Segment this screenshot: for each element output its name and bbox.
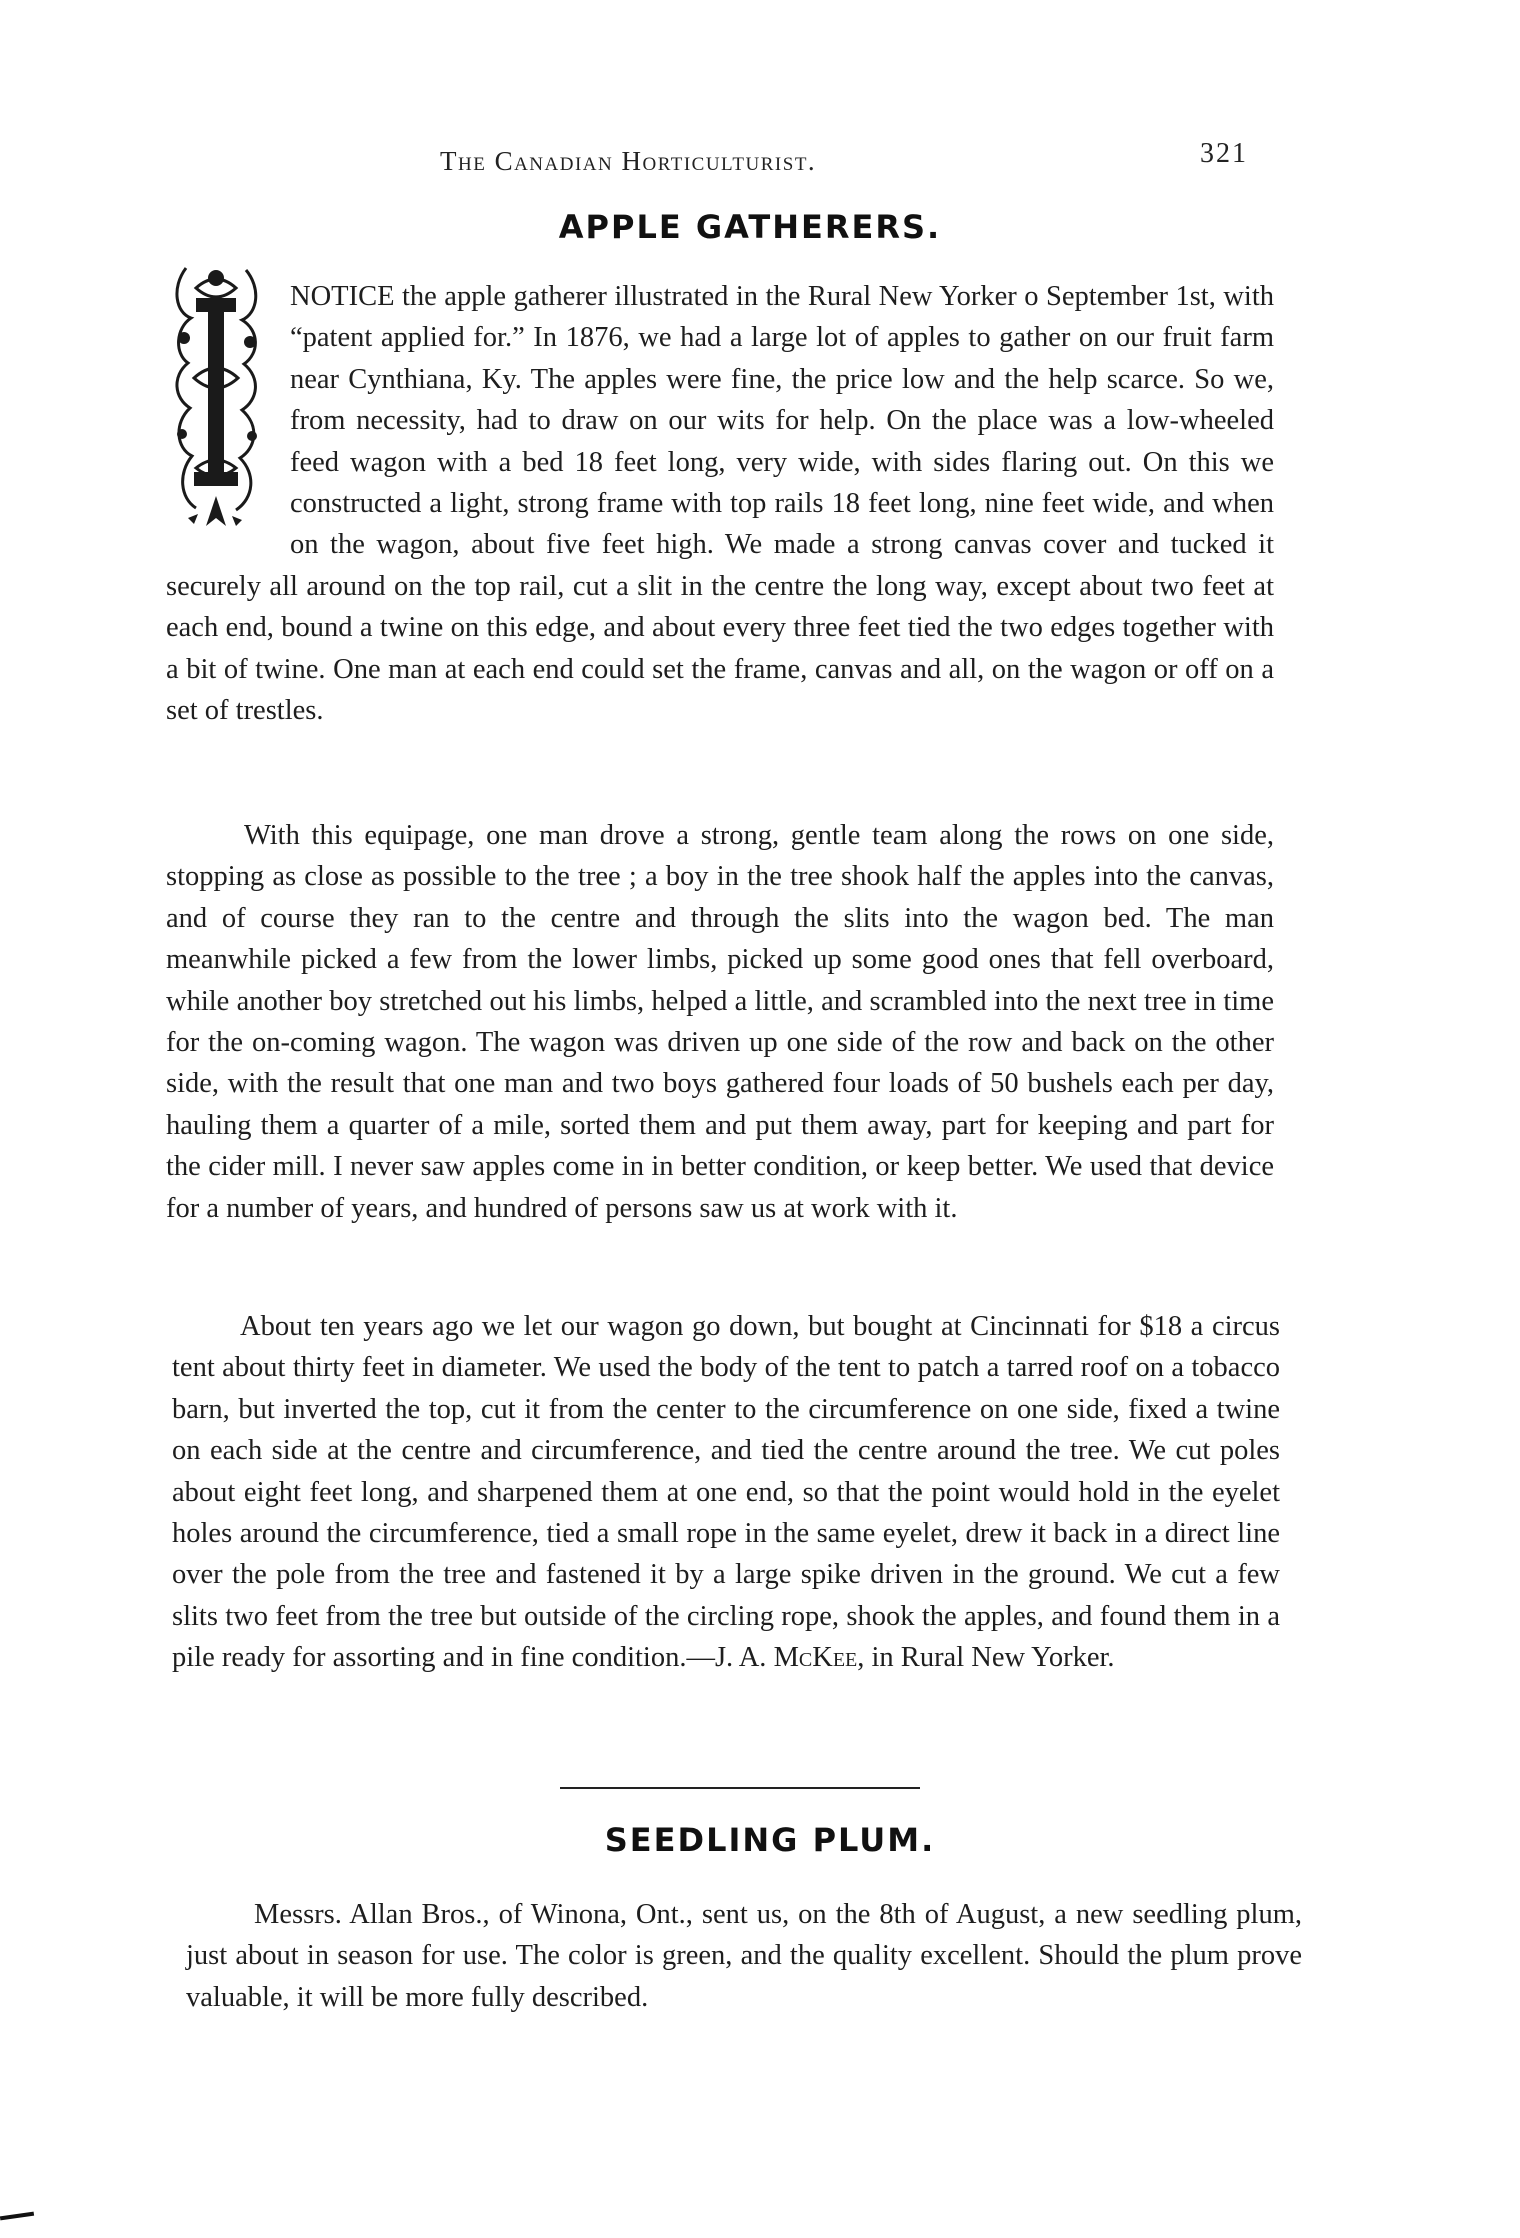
article-paragraph-1 — [166, 276, 1274, 731]
article-title-apple-gatherers: APPLE GATHERERS. — [558, 208, 942, 246]
article-paragraph-2: With this equipage, one man drove a strong, gentle team along the rows on one side, stopping as close as possible to the tree ; a boy in the tree shook half the apples into the canvas, and of course they ran to the centre and through the slits into the wagon bed. The man meanwhile picked a few from the lower limbs, picked up some good ones that fell overboard, while another boy stretched out his limbs, helped a little, and scrambled into the next tree in time for the on-coming wagon. The wagon was driven up one side of the row and back on the other side, with the result that one man and two boys gathered four loads of 50 bushels each per day, hauling them a quarter of a mile, sorted them and put them away, part for keeping and part for the cider mill. I never saw apples come in in better condition, or keep better. We used that device for a number of years, and hundred of persons saw us at work with it. — [166, 820, 1274, 1224]
section-divider — [560, 1787, 920, 1789]
author-name: McKee — [773, 1642, 858, 1674]
article-2-paragraph-1: Messrs. Allan Bros., of Winona, Ont., sent us, on the 8th of August, a new seedling plum, just about in season for use. The color is green, and the quality excellent. Should the plum prove valuable, it will be more fully described. — [186, 1899, 1302, 2013]
running-head: The Canadian Horticulturist. — [440, 146, 817, 176]
page-number: 321 — [1200, 138, 1248, 169]
scan-edge-mark — [0, 2212, 34, 2221]
paragraph-1-text: NOTICE the apple gatherer illustrated in the Rural New Yorker o September 1st, with “patent applied for.” In 1876, we had a large lot of apples to gather on our fruit farm near Cynthiana, Ky. The apples were fine, the price low and the help scarce. So we, from necessity, had to draw on our wits for help. On the place was a low-wheeled feed wagon with a bed 18 feet long, very wide, with sides flaring out. On this we constructed a light, strong frame with top rails 18 feet long, nine feet wide, and when on the wagon, about five feet high. We made a strong canvas cover and tucked it securely all around on the top rail, cut a slit in the centre the long way, except about two feet at each end, bound a twine on this edge, and about every three feet tied the two edges together with a bit of twine. One man at each end could set the frame, canvas and all, on the wagon or off on a set of trestles. — [166, 281, 1274, 727]
article-paragraph-3 — [172, 1306, 1280, 1679]
paragraph-3-text: About ten years ago we let our wagon go down, but bought at Cincinnati for $18 a circus tent about thirty feet in diameter. We used the body of the tent to patch a tarred roof on a tobacco barn, but inverted the top, cut it from the center to the circumference on one side, fixed a twine on each side at the centre and circumference, and tied the centre around the tree. We cut poles about eight feet long, and sharpened them at one end, so that the point would hold in the eyelet holes around the circumference, tied a small rope in the same eyelet, drew it back in a direct line over the pole from the tree and fastened it by a large spike driven in the ground. We cut a few slits two feet from the tree but outside of the circling rope, shook the apples, and found them in a pile ready for assorting and in fine condition.—J. A. — [172, 1311, 1280, 1674]
drop-cap-spacer — [166, 276, 290, 540]
article-title-seedling-plum: SEEDLING PLUM. — [604, 1821, 936, 1859]
source-attribution: , in Rural New Yorker. — [857, 1642, 1115, 1674]
